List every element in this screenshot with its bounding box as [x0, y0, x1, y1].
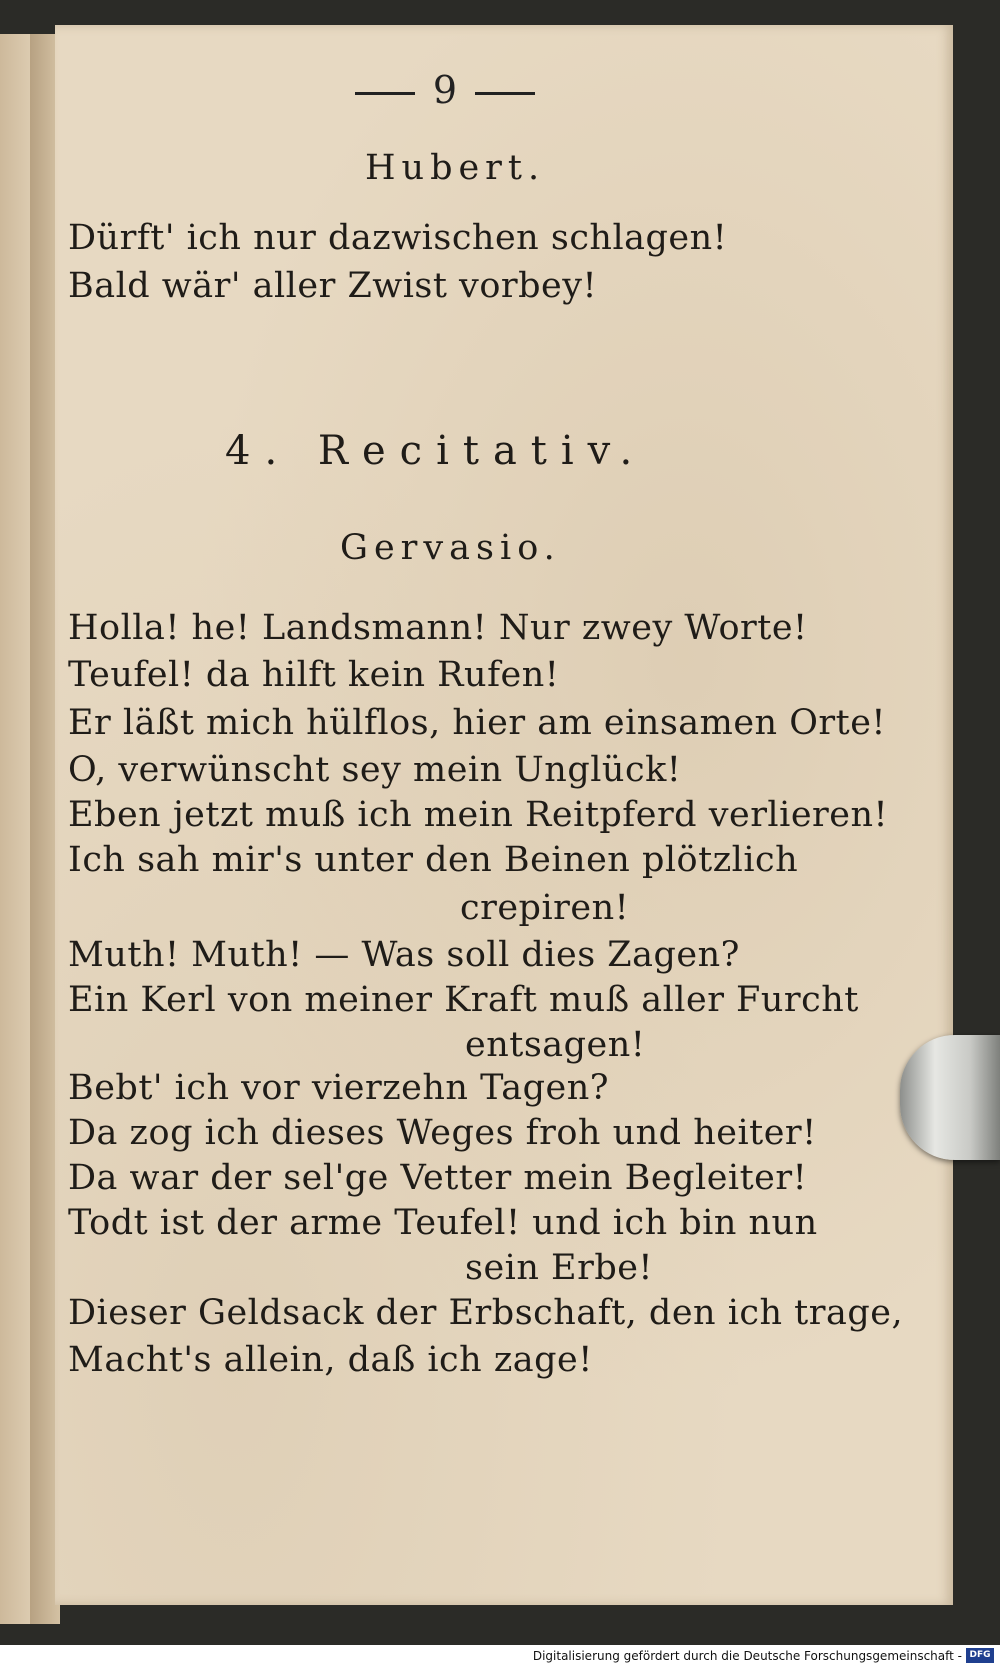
verse-line: Da zog ich dieses Weges froh und heiter! [68, 1113, 817, 1153]
verse-line: Bald wär' aller Zwist vorbey! [68, 266, 598, 306]
verse-line: Ein Kerl von meiner Kraft muß aller Furcht [68, 980, 859, 1020]
verse-line: Er läßt mich hülflos, hier am einsamen Orte! [68, 703, 886, 743]
verse-line: Dieser Geldsack der Erbschaft, den ich trage, [68, 1293, 904, 1333]
verse-line: Muth! Muth! — Was soll dies Zagen? [68, 935, 740, 975]
verse-line: Macht's allein, daß ich zage! [68, 1340, 593, 1380]
verse-line-continuation: crepiren! [460, 888, 630, 928]
page-number: 9 [432, 68, 458, 112]
verse-line: Bebt' ich vor vierzehn Tagen? [68, 1068, 610, 1108]
verse-line: Dürft' ich nur dazwischen schlagen! [68, 218, 728, 258]
speaker-name: Gervasio. [340, 528, 561, 568]
metal-clip [900, 1035, 1000, 1160]
dfg-logo: DFG [966, 1648, 994, 1663]
verse-line-continuation: entsagen! [465, 1025, 646, 1065]
section-number: 4. [225, 428, 292, 474]
speaker-name: Hubert. [365, 148, 546, 188]
verse-line-continuation: sein Erbe! [465, 1248, 653, 1288]
section-heading [225, 428, 646, 474]
verse-line: Eben jetzt muß ich mein Reitpferd verlieren! [68, 795, 889, 835]
dash-left [355, 92, 415, 95]
footer-credit: Digitalisierung gefördert durch die Deutsche Forschungsgemeinschaft - [0, 1645, 1000, 1667]
verse-line: Todt ist der arme Teufel! und ich bin nun [68, 1203, 818, 1243]
verse-line: Holla! he! Landsmann! Nur zwey Worte! [68, 608, 808, 648]
dash-right [475, 92, 535, 95]
verse-line: Ich sah mir's unter den Beinen plötzlich [68, 840, 799, 880]
verse-line: Teufel! da hilft kein Rufen! [68, 655, 560, 695]
verse-line: O, verwünscht sey mein Unglück! [68, 750, 682, 790]
section-title: Recitativ. [317, 428, 647, 474]
verse-line: Da war der sel'ge Vetter mein Begleiter! [68, 1158, 808, 1198]
page-number-header [320, 68, 570, 112]
